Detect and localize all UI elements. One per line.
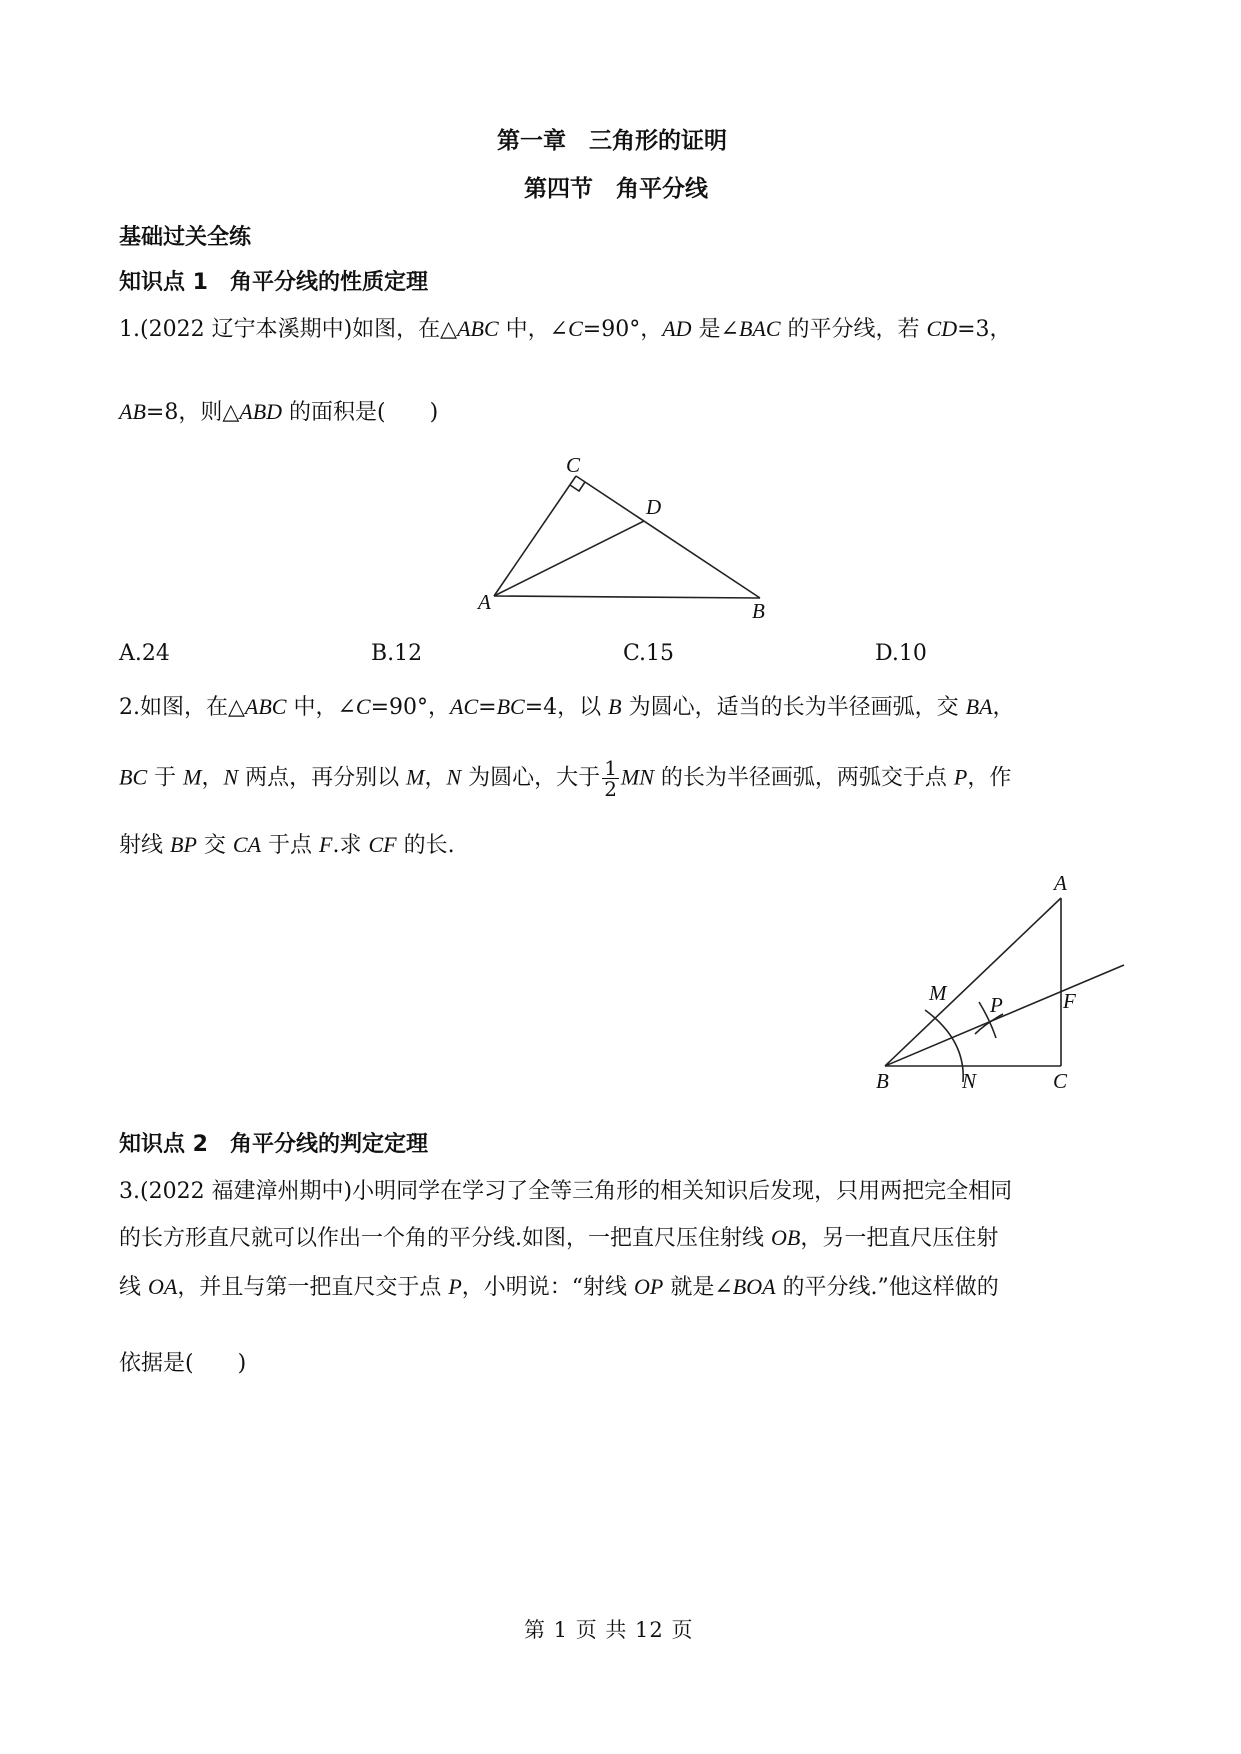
q1-source: (2022 辽宁本溪期中) [140, 317, 353, 342]
math-var: P [448, 1274, 462, 1299]
math-var: M [183, 764, 202, 790]
math-var: AB [119, 399, 146, 424]
q3-text: ，另一把直尺压住射 [800, 1226, 999, 1251]
q2-text: 为圆心，适当的长为半径画弧，交 [621, 695, 966, 720]
q3-text: 就是∠ [663, 1275, 733, 1300]
chapter-title: 第一章 三角形的证明 [497, 128, 727, 154]
q2-text: 的长. [396, 833, 455, 858]
q2-text: =90°， [370, 695, 451, 720]
math-var: AD [662, 316, 692, 341]
math-var: ABC [244, 694, 287, 719]
label-p: P [990, 993, 1003, 1017]
math-var: M [406, 764, 425, 790]
q2-text: 于点 [261, 833, 320, 858]
math-var: AC [450, 694, 479, 719]
math-var: BC [119, 764, 148, 790]
q2-text: 中，∠ [286, 695, 356, 720]
q2-text: 为圆心，大于 [461, 765, 601, 791]
q3-line-2 [119, 1221, 998, 1252]
label-c: C [566, 453, 581, 477]
q1-text: 中，∠ [498, 317, 569, 342]
q2-text: =4，以 [524, 695, 609, 720]
q1-text: 的面积是( ) [282, 400, 439, 425]
q2-text: 的长为半径画弧，两弧交于点 [653, 765, 954, 791]
q2-text: = [478, 695, 497, 720]
q1-text: 的平分线，若 [780, 317, 927, 342]
math-var: C [355, 694, 371, 719]
math-var: BOA [732, 1274, 776, 1299]
q2-text: ， [992, 695, 1015, 720]
math-var: N [446, 764, 462, 790]
math-var: C [568, 316, 583, 341]
math-var: BA [965, 694, 993, 719]
q3-text: ，并且与第一把直尺交于点 [177, 1275, 449, 1300]
math-var: OA [148, 1274, 178, 1299]
label-f: F [1063, 989, 1076, 1013]
math-var: P [953, 764, 968, 790]
q2-number: 2. [119, 695, 140, 720]
math-var: B [608, 694, 622, 719]
math-var: BC [496, 694, 525, 719]
math-var: ABC [457, 316, 499, 341]
arc-from-n [975, 1014, 1003, 1034]
q3-text: 的长方形直尺就可以作出一个角的平分线.如图，一把直尺压住射线 [119, 1226, 771, 1251]
knowledge-point-1-title: 角平分线的性质定理 [229, 270, 428, 295]
q2-text: 如图，在△ [140, 695, 245, 720]
knowledge-point-2-label: 知识点 2 [119, 1132, 208, 1157]
exercise-heading: 基础过关全练 [119, 225, 252, 250]
knowledge-point-2 [119, 1127, 428, 1158]
q3-line-1: 3.(2022 福建漳州期中)小明同学在学习了全等三角形的相关知识后发现，只用两把完全相同 [119, 1179, 1013, 1204]
q1-text: 如图，在△ [352, 317, 458, 342]
math-var: CD [926, 316, 958, 341]
knowledge-point-2-title: 角平分线的判定定理 [229, 1132, 428, 1157]
math-var: CF [368, 832, 397, 857]
q1-text: =3， [957, 317, 1012, 342]
label-a: A [478, 590, 491, 614]
math-var: F [319, 832, 333, 857]
q1-option-d[interactable]: D.10 [875, 641, 927, 666]
label-d: D [646, 495, 662, 519]
label-c: C [1053, 1069, 1068, 1093]
q1-text: =8，则△ [145, 400, 240, 425]
label-n: N [962, 1069, 977, 1093]
math-var: MN [620, 764, 654, 790]
math-var: N [223, 764, 239, 790]
q2-text: ，作 [967, 765, 1012, 791]
q1-option-b[interactable]: B.12 [371, 641, 423, 666]
q2-text: 两点，再分别以 [238, 765, 407, 791]
q1-option-c[interactable]: C.15 [623, 641, 675, 666]
q1-text: =90°， [582, 317, 663, 342]
math-var: BAC [738, 316, 781, 341]
q2-text: 交 [196, 833, 233, 858]
q2-text: 射线 [119, 833, 170, 858]
q1-number: 1. [119, 317, 140, 342]
label-b: B [752, 599, 765, 623]
math-var: ABD [239, 399, 283, 424]
math-var: OB [771, 1225, 801, 1250]
q1-text: 是∠ [691, 317, 739, 342]
math-var: OP [634, 1274, 664, 1299]
q2-text: 于 [147, 765, 184, 791]
q2-text: .求 [332, 833, 369, 858]
label-a: A [1054, 871, 1067, 895]
label-m: M [929, 981, 947, 1005]
fraction-numerator: 1 [604, 756, 617, 780]
segment-ba [885, 898, 1061, 1066]
q1-option-a[interactable]: A.24 [119, 641, 170, 666]
q2-text: ， [424, 765, 447, 791]
q3-text: ，小明说：“射线 [461, 1275, 635, 1300]
ray-bp [885, 965, 1124, 1066]
page-footer: 第 1 页 共 12 页 [524, 1618, 694, 1642]
math-var: CA [232, 832, 262, 857]
q3-line-3 [119, 1270, 999, 1301]
section-title: 第四节 角平分线 [524, 176, 708, 202]
fraction-denominator: 2 [604, 777, 617, 801]
q2-text: ， [201, 765, 224, 791]
q3-text: 线 [119, 1275, 148, 1300]
knowledge-point-1-label: 知识点 1 [119, 270, 208, 295]
q3-line-4: 依据是( ) [119, 1351, 247, 1376]
math-var: BP [170, 832, 197, 857]
q3-text: 的平分线.”他这样做的 [775, 1275, 999, 1300]
label-b: B [876, 1069, 889, 1093]
